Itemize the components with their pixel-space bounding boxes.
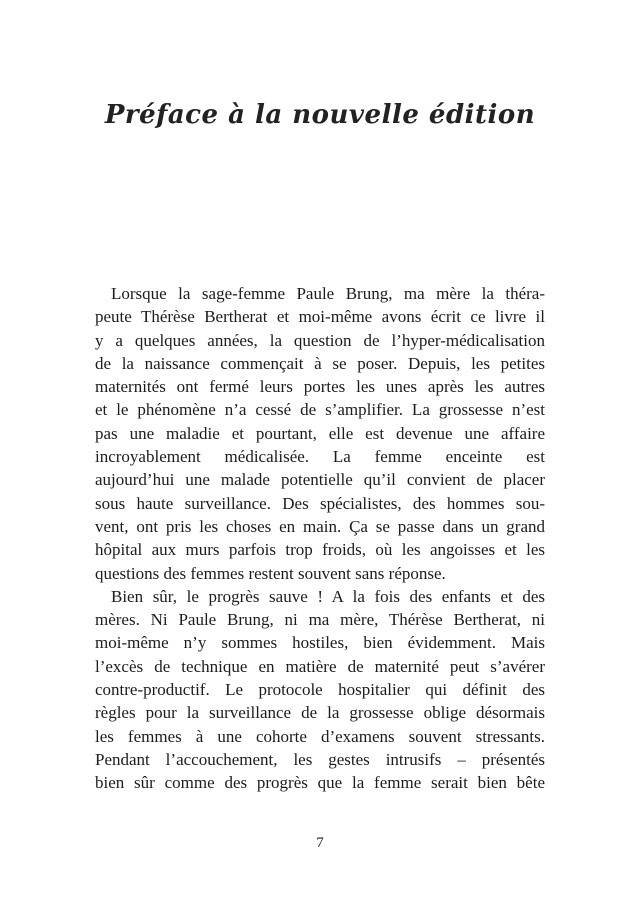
- text-line: y a quelques années, la question de l’hyper-médicalisation: [95, 330, 545, 350]
- text-line: maternités ont fermé leurs portes les unes après les autres: [95, 377, 545, 397]
- text-line: moi-même n’y sommes hostiles, bien évidemment. Mais: [95, 633, 545, 653]
- text-line: Bien sûr, le progrès sauve ! A la fois des enfants et des: [111, 586, 545, 606]
- text-line: peute Thérèse Bertherat et moi-même avons écrit ce livre il: [95, 307, 545, 327]
- text-line: l’excès de technique en matière de maternité peut s’avérer: [95, 656, 545, 676]
- text-line: bien sûr comme des progrès que la femme serait bien bête: [95, 773, 545, 793]
- text-line: sous haute surveillance. Des spécialistes, des hommes sou-: [95, 493, 545, 513]
- text-line: mères. Ni Paule Brung, ni ma mère, Thérèse Bertherat, ni: [95, 610, 545, 630]
- text-line: de la naissance commençait à se poser. Depuis, les petites: [95, 353, 545, 373]
- body-text: [95, 282, 545, 795]
- text-line: vent, ont pris les choses en main. Ça se passe dans un grand: [95, 516, 545, 536]
- page-number: 7: [316, 835, 324, 851]
- text-line: les femmes à une cohorte d’examens souvent stressants.: [95, 726, 545, 746]
- text-line: incroyablement médicalisée. La femme enceinte est: [95, 447, 545, 467]
- text-line: aujourd’hui une malade potentielle qu’il convient de placer: [95, 470, 545, 490]
- text-line: Lorsque la sage-femme Paule Brung, ma mère la théra-: [111, 284, 545, 303]
- text-line: Pendant l’accouchement, les gestes intrusifs – présentés: [95, 749, 545, 769]
- text-line: questions des femmes restent souvent sans réponse.: [95, 563, 446, 583]
- text-line: pas une maladie et pourtant, elle est devenue une affaire: [95, 423, 545, 443]
- chapter-title: Préface à la nouvelle édition: [104, 100, 536, 130]
- paragraph: [95, 282, 545, 585]
- text-line: et le phénomène n’a cessé de s’amplifier. La grossesse n’est: [95, 400, 545, 420]
- paragraph: [95, 585, 545, 795]
- text-line: hôpital aux murs parfois trop froids, où les angoisses et les: [95, 540, 545, 560]
- text-line: règles pour la surveillance de la grossesse oblige désormais: [95, 703, 545, 723]
- text-line: contre-productif. Le protocole hospitalier qui définit des: [95, 680, 545, 700]
